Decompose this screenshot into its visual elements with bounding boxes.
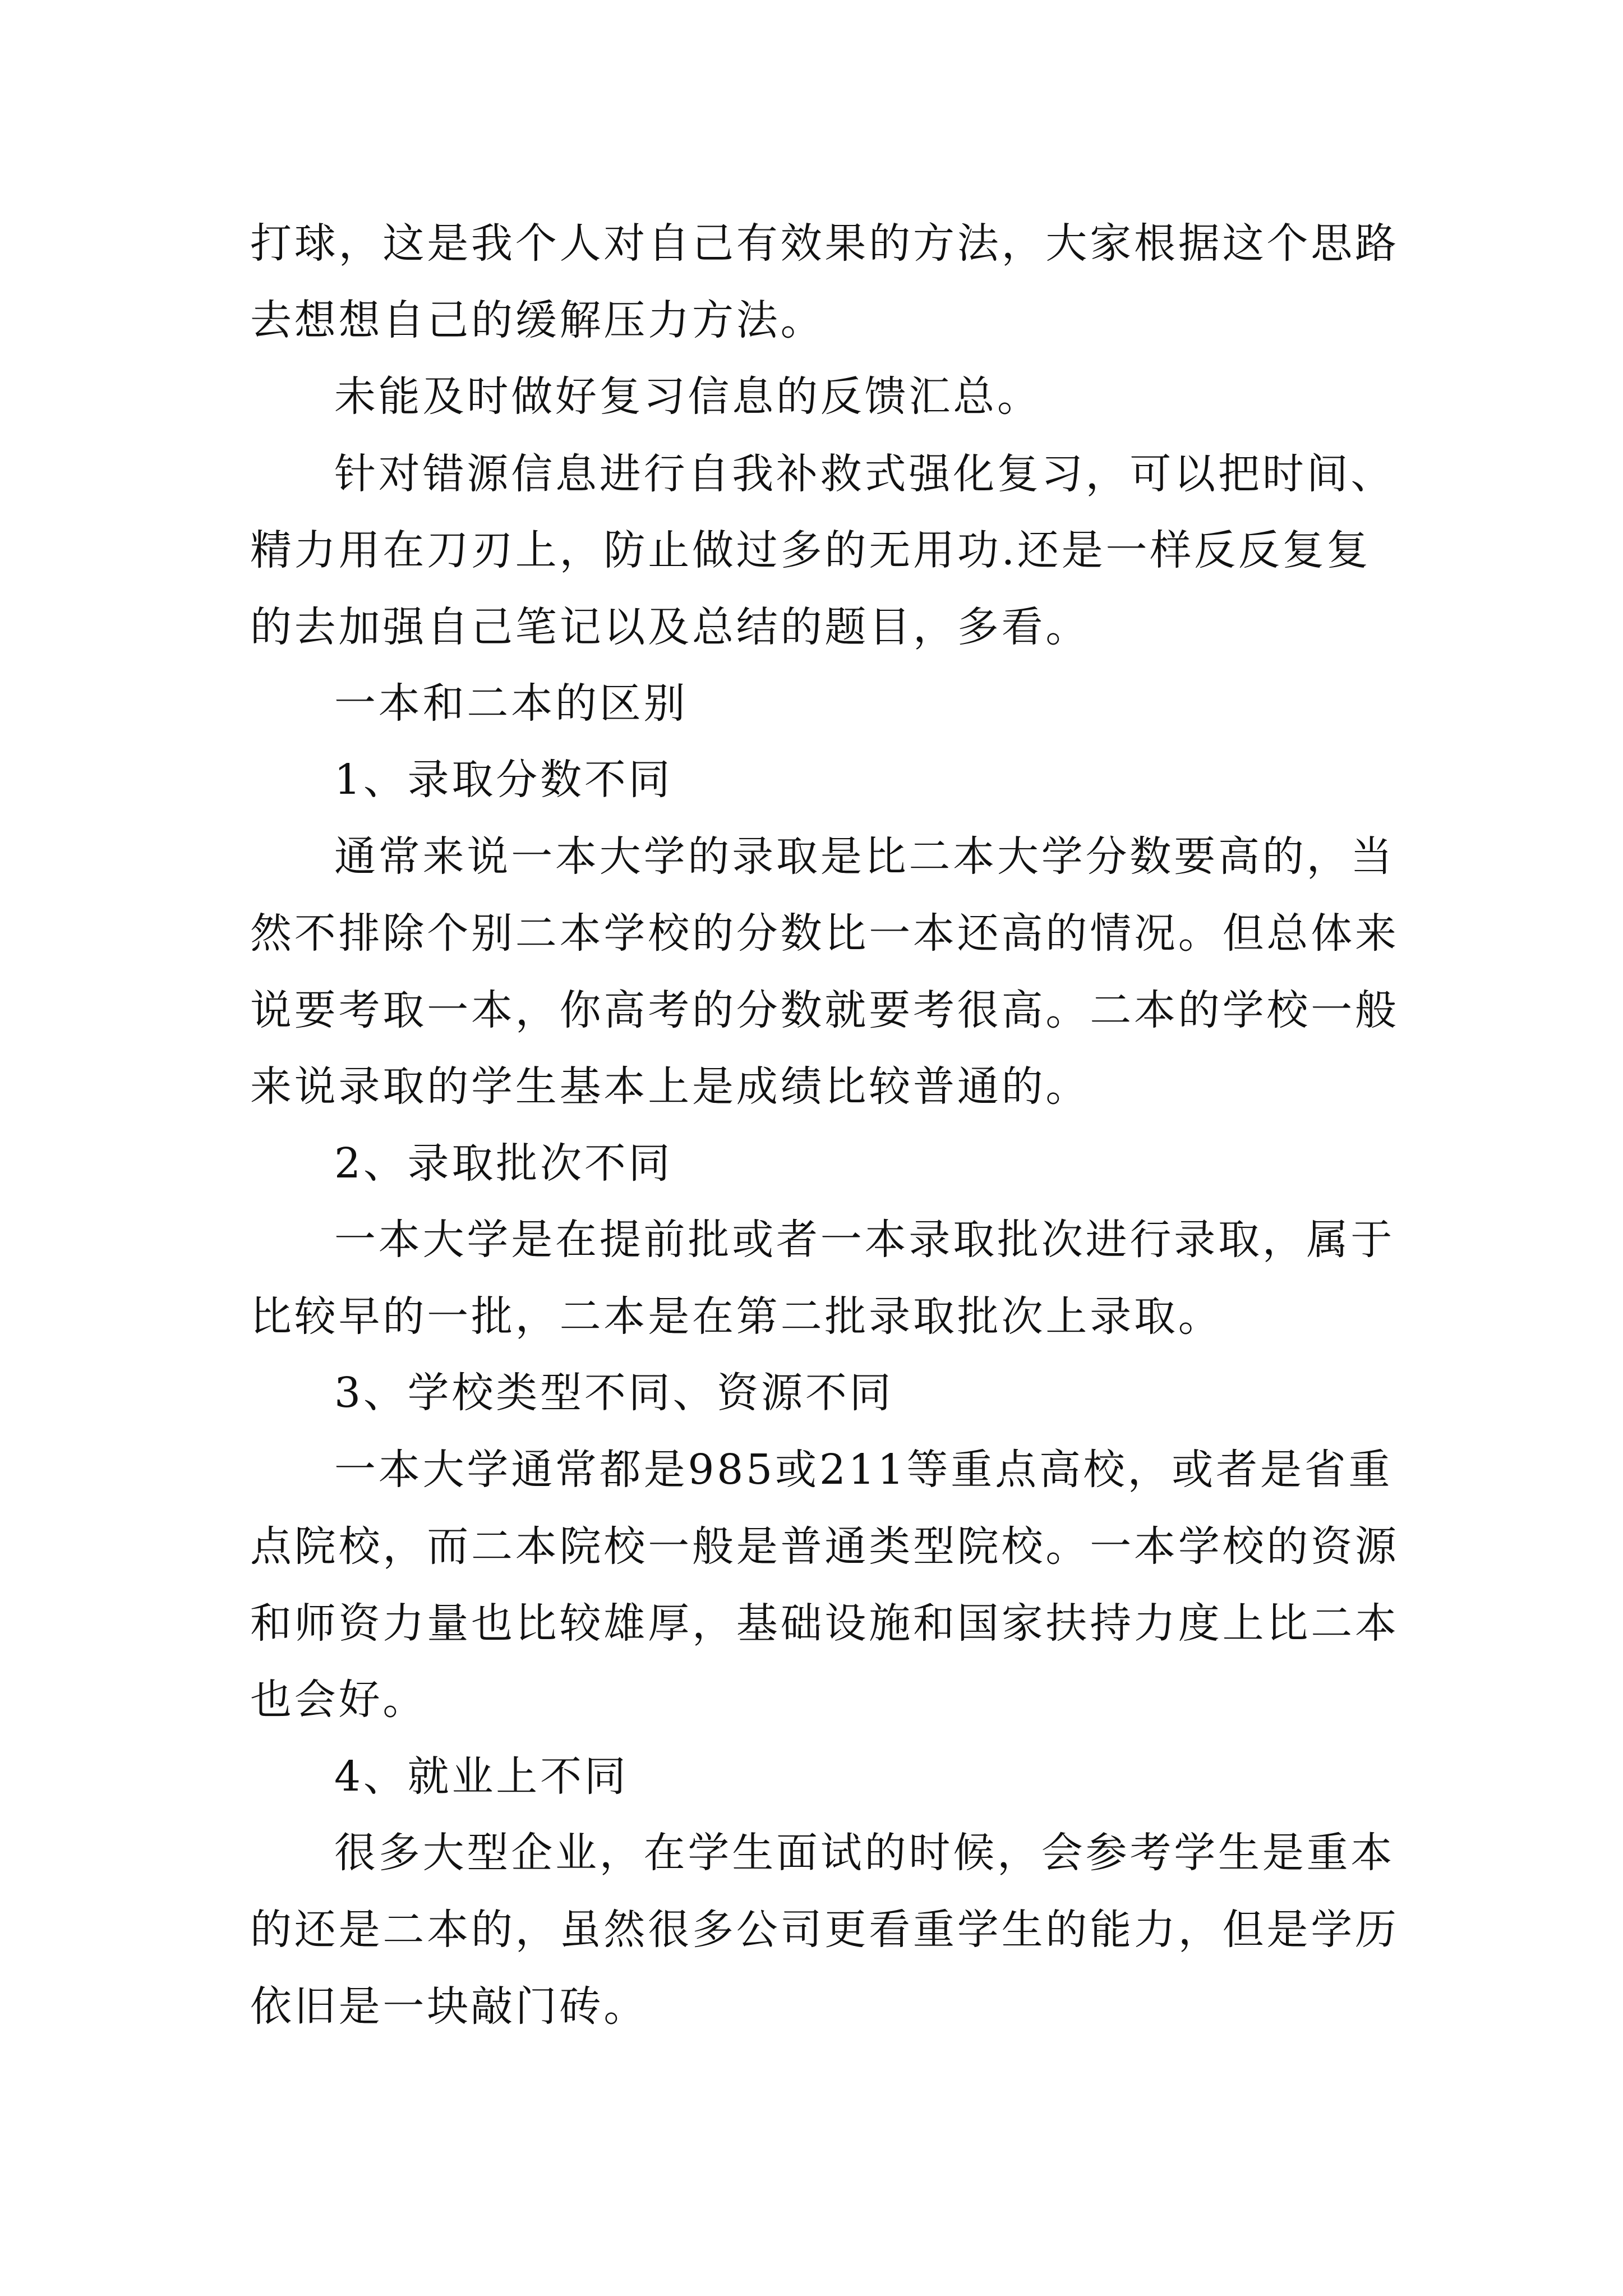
text-line: 也会好。 — [250, 1676, 427, 1724]
text-line: 的去加强自己笔记以及总结的题目，多看。 — [250, 603, 1090, 651]
text-line: 点院校，而二本院校一般是普通类型院校。一本学校的资源 — [250, 1522, 1399, 1571]
text-line: 未能及时做好复习信息的反馈汇总。 — [334, 372, 1041, 421]
text-line: 一本大学是在提前批或者一本录取批次进行录取，属于 — [334, 1216, 1395, 1264]
text-line: 比较早的一批，二本是在第二批录取批次上录取。 — [250, 1292, 1223, 1341]
text-line: 一本大学通常都是985或211等重点高校，或者是省重 — [334, 1446, 1393, 1494]
text-line: 然不排除个别二本学校的分数比一本还高的情况。但总体来 — [250, 909, 1399, 958]
section-heading: 一本和二本的区别 — [334, 679, 688, 728]
subheading: 1、录取分数不同 — [334, 756, 673, 804]
text-line: 和师资力量也比较雄厚，基础设施和国家扶持力度上比二本 — [250, 1599, 1399, 1648]
text-line: 打球，这是我个人对自己有效果的方法，大家根据这个思路 — [250, 219, 1399, 268]
subheading: 2、录取批次不同 — [334, 1139, 673, 1188]
subheading: 3、学校类型不同、资源不同 — [334, 1369, 894, 1417]
text-line: 来说录取的学生基本上是成绩比较普通的。 — [250, 1062, 1090, 1111]
text-line: 通常来说一本大学的录取是比二本大学分数要高的，当 — [334, 832, 1395, 881]
text-line: 的还是二本的，虽然很多公司更看重学生的能力，但是学历 — [250, 1906, 1399, 1954]
text-line: 说要考取一本，你高考的分数就要考很高。二本的学校一般 — [250, 986, 1399, 1034]
text-line: 精力用在刀刃上，防止做过多的无用功.还是一样反反复复 — [250, 526, 1371, 574]
text-line: 很多大型企业，在学生面试的时候，会参考学生是重本 — [334, 1829, 1395, 1877]
text-line: 依旧是一块敲门砖。 — [250, 1982, 648, 2031]
subheading: 4、就业上不同 — [334, 1752, 629, 1801]
text-line: 去想想自己的缓解压力方法。 — [250, 296, 825, 344]
text-line: 针对错源信息进行自我补救式强化复习，可以把时间、 — [334, 450, 1395, 498]
